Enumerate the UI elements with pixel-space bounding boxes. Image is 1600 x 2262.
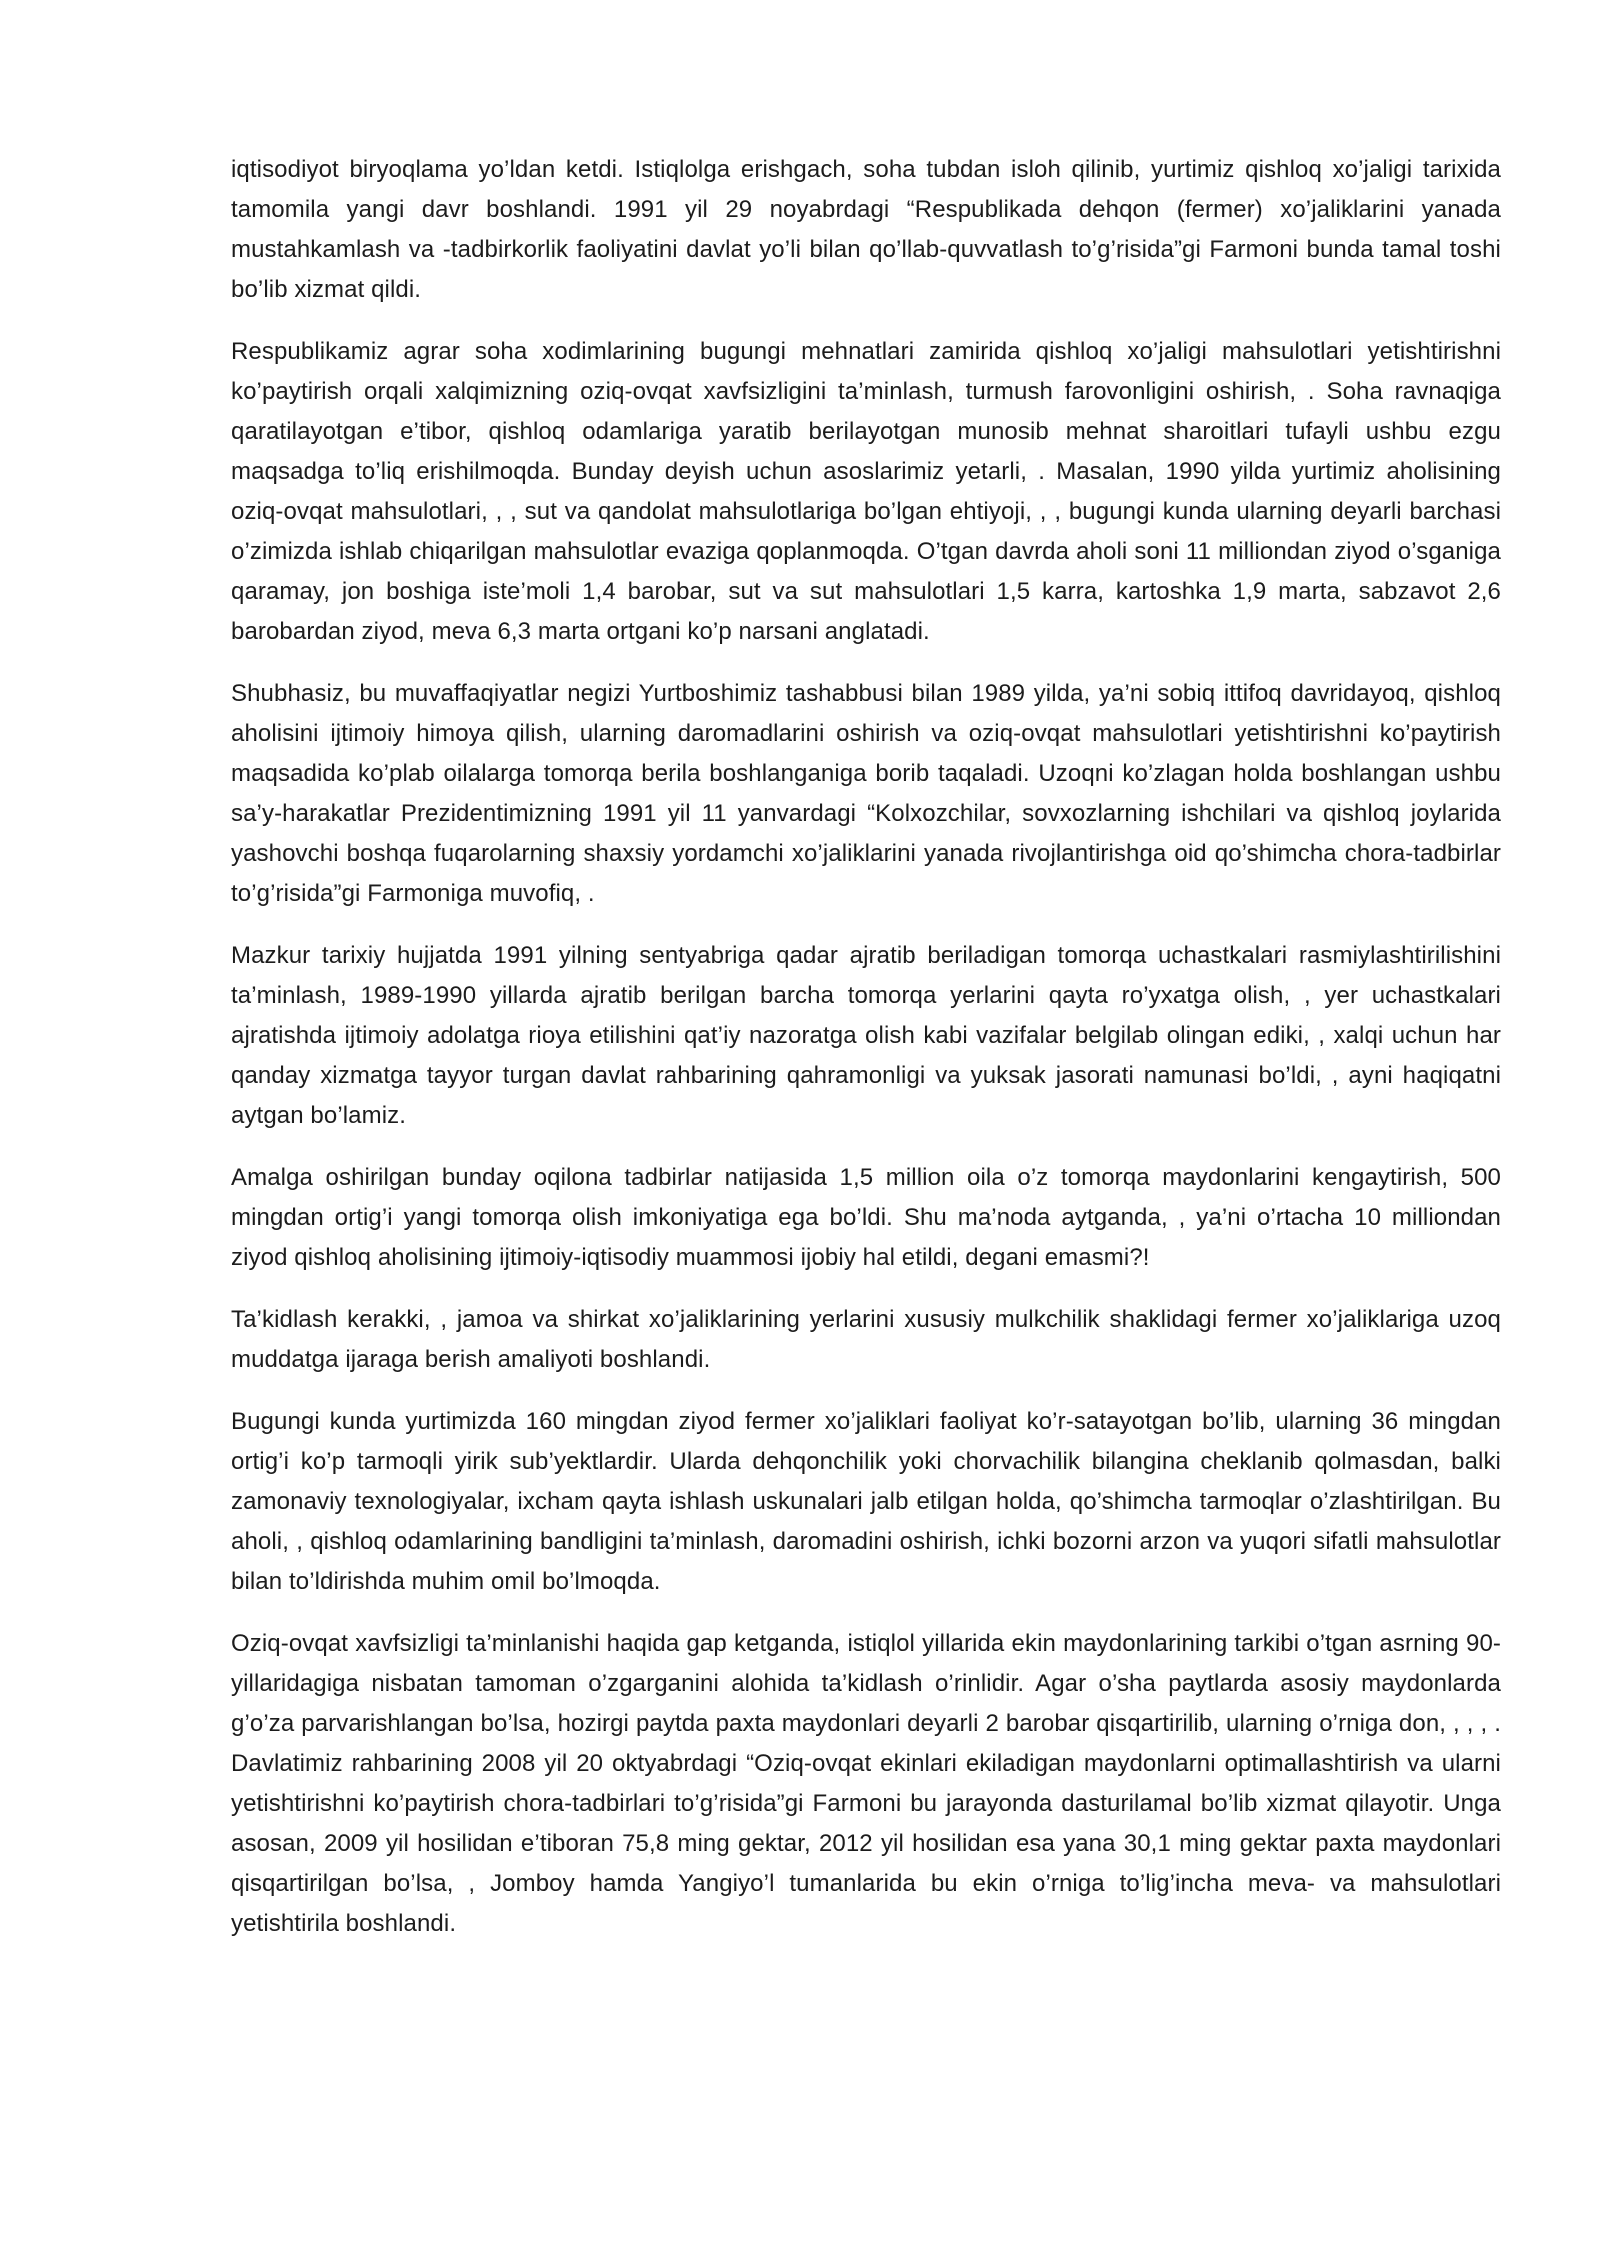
paragraph-3: Shubhasiz, bu muvaffaqiyatlar negizi Yurtboshimiz tashabbusi bilan 1989 yilda, ya’ni sobiq ittifoq davridayoq, qishloq aholisini ijtimoiy himoya qilish, ularning daromadlarini oshirish va oziq-ovqat mahsulotlari yetishtirishni ko’paytirish maqsadida ko’plab oilalarga tomorqa berila boshlanganiga borib taqaladi. Uzoqni ko’zlagan holda boshlangan ushbu sa’y-harakatlar Prezidentimizning 1991 yil 11 yanvardagi “Kolxozchilar, sovxozlarning ishchilari va qishloq joylarida yashovchi boshqa fuqarolarning shaxsiy yordamchi xo’jaliklarini yanada rivojlantirishga oid qo’shimcha chora-tadbirlar to’g’risida”gi Farmoniga muvofiq, . <box>231 680 1501 907</box>
paragraph-2: Respublikamiz agrar soha xodimlarining bugungi mehnatlari zamirida qishloq xo’jaligi mahsulotlari yetishtirishni ko’paytirish orqali xalqimizning oziq-ovqat xavfsizligini ta’minlash, turmush farovonligini oshirish, . Soha ravnaqiga qaratilayotgan e’tibor, qishloq odamlariga yaratib berilayotgan munosib mehnat sharoitlari tufayli ushbu ezgu maqsadga to’liq erishilmoqda. Bunday deyish uchun asoslarimiz yetarli, . Masalan, 1990 yilda yurtimiz aholisining oziq-ovqat mahsulotlari, , , sut va qandolat mahsulotlariga bo’lgan ehtiyoji, , , bugungi kunda ularning deyarli barchasi o’zimizda ishlab chiqarilgan mahsulotlar evaziga qoplanmoqda. O’tgan davrda aholi soni 11 milliondan ziyod o’sganiga qaramay, jon boshiga iste’moli 1,4 barobar, sut va sut mahsulotlari 1,5 karra, kartoshka 1,9 marta, sabzavot 2,6 barobardan ziyod, meva 6,3 marta ortgani ko’p narsani anglatadi. <box>231 338 1501 645</box>
paragraph-6: Ta’kidlash kerakki, , jamoa va shirkat xo’jaliklarining yerlarini xususiy mulkchilik shaklidagi fermer xo’jaliklariga uzoq muddatga ijaraga berish amaliyoti boshlandi. <box>231 1306 1501 1373</box>
paragraph-8: Oziq-ovqat xavfsizligi ta’minlanishi haqida gap ketganda, istiqlol yillarida ekin maydonlarining tarkibi o’tgan asrning 90-yillaridagiga nisbatan tamoman o’zgarganini alohida ta’kidlash o’rinlidir. Agar o’sha paytlarda asosiy maydonlarda g’o’za parvarishlangan bo’lsa, hozirgi paytda paxta maydonlari deyarli 2 barobar qisqartirilib, ularning o’rniga don, , , , . Davlatimiz rahbarining 2008 yil 20 oktyabrdagi “Oziq-ovqat ekinlari ekiladigan maydonlarni optimallashtirish va ularni yetishtirishni ko’paytirish chora-tadbirlari to’g’risida”gi Farmoni bu jarayonda dasturilamal bo’lib xizmat qilayotir. Unga asosan, 2009 yil hosilidan e’tiboran 75,8 ming gektar, 2012 yil hosilidan esa yana 30,1 ming gektar paxta maydonlari qisqartirilgan bo’lsa, , Jomboy hamda Yangiyo’l tumanlarida bu ekin o’rniga to’lig’incha meva- va mahsulotlari yetishtirila boshlandi. <box>231 1630 1501 1937</box>
paragraph-7: Bugungi kunda yurtimizda 160 mingdan ziyod fermer xo’jaliklari faoliyat ko’r-satayotgan bo’lib, ularning 36 mingdan ortig’i ko’p tarmoqli yirik sub’yektlardir. Ularda dehqonchilik yoki chorvachilik bilangina cheklanib qolmasdan, balki zamonaviy texnologiyalar, ixcham qayta ishlash uskunalari jalb etilgan holda, qo’shimcha tarmoqlar o’zlashtirilgan. Bu aholi, , qishloq odamlarining bandligini ta’minlash, daromadini oshirish, ichki bozorni arzon va yuqori sifatli mahsulotlar bilan to’ldirishda muhim omil bo’lmoqda. <box>231 1408 1501 1595</box>
document-page <box>231 150 1501 1966</box>
paragraph-5: Amalga oshirilgan bunday oqilona tadbirlar natijasida 1,5 million oila o’z tomorqa maydonlarini kengaytirish, 500 mingdan ortig’i yangi tomorqa olish imkoniyatiga ega bo’ldi. Shu ma’noda aytganda, , ya’ni o’rtacha 10 milliondan ziyod qishloq aholisining ijtimoiy-iqtisodiy muammosi ijobiy hal etildi, degani emasmi?! <box>231 1164 1501 1271</box>
paragraph-4: Mazkur tarixiy hujjatda 1991 yilning sentyabriga qadar ajratib beriladigan tomorqa uchastkalari rasmiylashtirilishini ta’minlash, 1989-1990 yillarda ajratib berilgan barcha tomorqa yerlarini qayta ro’yxatga olish, , yer uchastkalari ajratishda ijtimoiy adolatga rioya etilishini qat’iy nazoratga olish kabi vazifalar belgilab olingan ediki, , xalqi uchun har qanday xizmatga tayyor turgan davlat rahbarining qahramonligi va yuksak jasorati namunasi bo’ldi, , ayni haqiqatni aytgan bo’lamiz. <box>231 942 1501 1129</box>
paragraph-1: iqtisodiyot biryoqlama yo’ldan ketdi. Istiqlolga erishgach, soha tubdan isloh qilinib, yurtimiz qishloq xo’jaligi tarixida tamomila yangi davr boshlandi. 1991 yil 29 noyabrdagi “Respublikada dehqon (fermer) xo’jaliklarini yanada mustahkamlash va -tadbirkorlik faoliyatini davlat yo’li bilan qo’llab-quvvatlash to’g’risida”gi Farmoni bunda tamal toshi bo’lib xizmat qildi. <box>231 156 1501 303</box>
